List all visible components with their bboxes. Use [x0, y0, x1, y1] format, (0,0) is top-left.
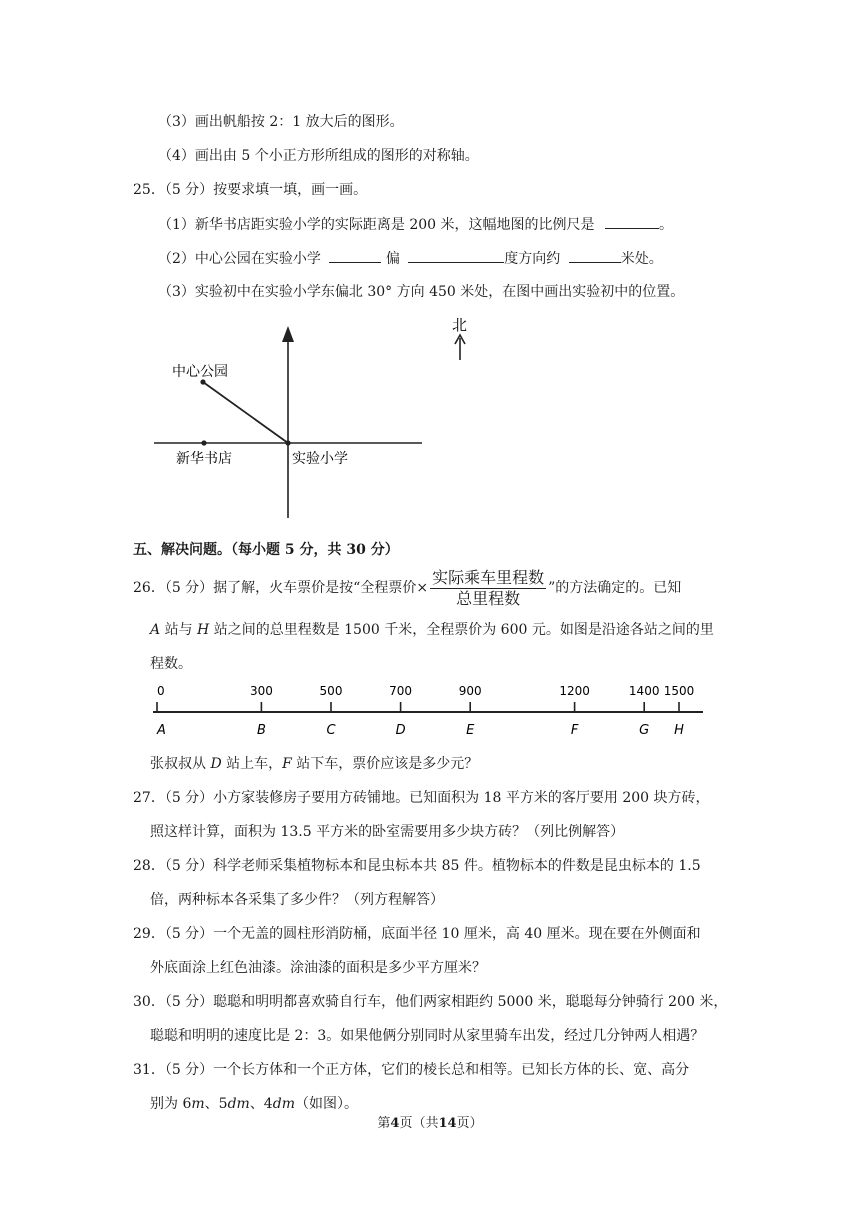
q26-text-a: 26．（5 分）据了解，火车票价是按“全程票价× [133, 580, 429, 596]
fare-fraction [430, 568, 546, 609]
q28-line2: 倍，两种标本各采集了多少件？（列方程解答） [150, 892, 444, 908]
q25-sub1-end: 。 [658, 217, 673, 233]
bookstore-point [201, 440, 206, 445]
footer-text2: 页（共 [399, 1116, 439, 1131]
total-pages: 14 [438, 1116, 457, 1131]
q25-sub2-text-b: 偏 [385, 251, 400, 267]
station-name-label: C [326, 723, 336, 738]
q29-line1: 29．（5 分）一个无盖的圆柱形消防桶，底面半径 10 厘米，高 40 厘米。现在要在外侧面和 [133, 926, 701, 942]
station-km-label: 500 [319, 684, 343, 698]
q25-sub2-text-d: 米处。 [620, 251, 663, 267]
station-distance-line [145, 680, 715, 746]
q26-line2 [150, 620, 714, 640]
school-point [285, 440, 290, 445]
unit-dm-2: dm [272, 1096, 295, 1112]
station-km-label: 900 [458, 684, 482, 698]
q31-line1: 31．（5 分）一个长方体和一个正方体，它们的棱长总和相等。已知长方体的长、宽、高分 [133, 1062, 690, 1078]
answer-blank-direction2[interactable] [408, 248, 504, 263]
q25-sub1 [158, 214, 673, 235]
q27-line2: 照这样计算，面积为 13.5 平方米的卧室需要用多少块方砖？（列比例解答） [150, 824, 625, 840]
q26-question-text2: 站上车， [221, 756, 283, 772]
station-km-label: 1400 [628, 684, 660, 698]
station-d-ref: D [210, 756, 222, 772]
fraction-denominator: 总里程数 [456, 588, 521, 608]
footer-text3: 页） [456, 1116, 483, 1131]
q27-line1: 27．（5 分）小方家装修房子要用方砖铺地。已知面积为 18 平方米的客厅要用 200 块方砖， [133, 790, 710, 806]
station-km-label: 1500 [663, 684, 695, 698]
q28-line1: 28．（5 分）科学老师采集植物标本和昆虫标本共 85 件。植物标本的件数是昆虫标本的 1.5 [133, 858, 701, 874]
q29-line2: 外底面涂上红色油漆。涂油漆的面积是多少平方厘米？ [150, 960, 486, 976]
q31-text4: （如图）。 [294, 1096, 358, 1112]
q25-sub3: （3）实验初中在实验小学东偏北 30° 方向 450 米处，在图中画出实验初中的位置。 [158, 284, 685, 300]
map-axis-arrow [282, 326, 294, 342]
station-name-label: G [639, 723, 650, 738]
q26-line2-text2: 站之间的总里程数是 1500 千米，全程票价为 600 元。如图是沿途各站之间的里 [209, 622, 714, 638]
fraction-numerator: 实际乘车里程数 [432, 567, 545, 587]
q26-heading [133, 566, 681, 610]
q26-question [150, 754, 478, 774]
unit-dm-1: dm [227, 1096, 250, 1112]
station-name-label: A [157, 723, 166, 738]
station-km-label: 300 [249, 684, 273, 698]
q25-sub2-text-a: （2）中心公园在实验小学 [158, 251, 321, 267]
answer-blank-direction1[interactable] [329, 248, 381, 263]
station-name-label: D [395, 723, 406, 738]
answer-blank-scale[interactable] [605, 214, 659, 229]
station-h-ref: H [197, 622, 210, 638]
answer-blank-distance[interactable] [569, 248, 621, 263]
page-footer [0, 1112, 860, 1131]
north-label: 北 [452, 316, 468, 334]
school-label: 实验小学 [292, 451, 348, 467]
bookstore-label: 新华书店 [176, 451, 232, 467]
section-title: 五、解决问题。（每小题 5 分，共 30 分） [133, 542, 399, 558]
q24-sub3: （3）画出帆船按 2：1 放大后的图形。 [158, 114, 404, 130]
station-name-label: B [256, 723, 266, 738]
station-name-label: F [570, 723, 579, 738]
station-f-ref: F [282, 756, 292, 772]
q31-text3: 、4 [249, 1096, 273, 1112]
q25-sub2-text-c: 度方向约 [504, 251, 561, 267]
q31-text1: 别为 6 [150, 1096, 192, 1112]
station-km-label: 0 [157, 684, 165, 698]
q31-text2: 、5 [204, 1096, 228, 1112]
q24-sub4: （4）画出由 5 个小正方形所组成的图形的对称轴。 [158, 148, 479, 164]
direction-map [150, 312, 480, 524]
q26-question-text1: 张叔叔从 [150, 756, 211, 772]
station-a-ref: A [150, 622, 161, 638]
park-point [200, 379, 205, 384]
station-km-label: 700 [389, 684, 413, 698]
q30-line1: 30．（5 分）聪聪和明明都喜欢骑自行车，他们两家相距约 5000 米，聪聪每分钟骑行 200 米， [133, 994, 728, 1010]
station-name-label: H [674, 723, 684, 738]
footer-text1: 第 [377, 1116, 391, 1131]
station-name-label: E [466, 723, 475, 738]
page-number: 4 [390, 1116, 400, 1131]
q26-line2-text1: 站与 [160, 622, 198, 638]
q30-line2: 聪聪和明明的速度比是 2：3。如果他俩分别同时从家里骑车出发，经过几分钟两人相遇？ [150, 1028, 705, 1044]
q25-heading: 25．（5 分）按要求填一填，画一画。 [133, 182, 368, 198]
q26-question-text3: 站下车，票价应该是多少元？ [291, 756, 479, 772]
q26-line3: 程数。 [150, 656, 192, 672]
park-label: 中心公园 [172, 364, 228, 380]
park-line [203, 382, 288, 443]
q25-sub1-text: （1）新华书店距实验小学的实际距离是 200 米，这幅地图的比例尺是 [158, 217, 595, 233]
station-km-label: 1200 [559, 684, 590, 698]
unit-m: m [191, 1096, 205, 1112]
q25-sub2 [158, 248, 663, 269]
q31-line2 [150, 1094, 358, 1114]
q26-text-b: ”的方法确定的。已知 [548, 580, 682, 596]
